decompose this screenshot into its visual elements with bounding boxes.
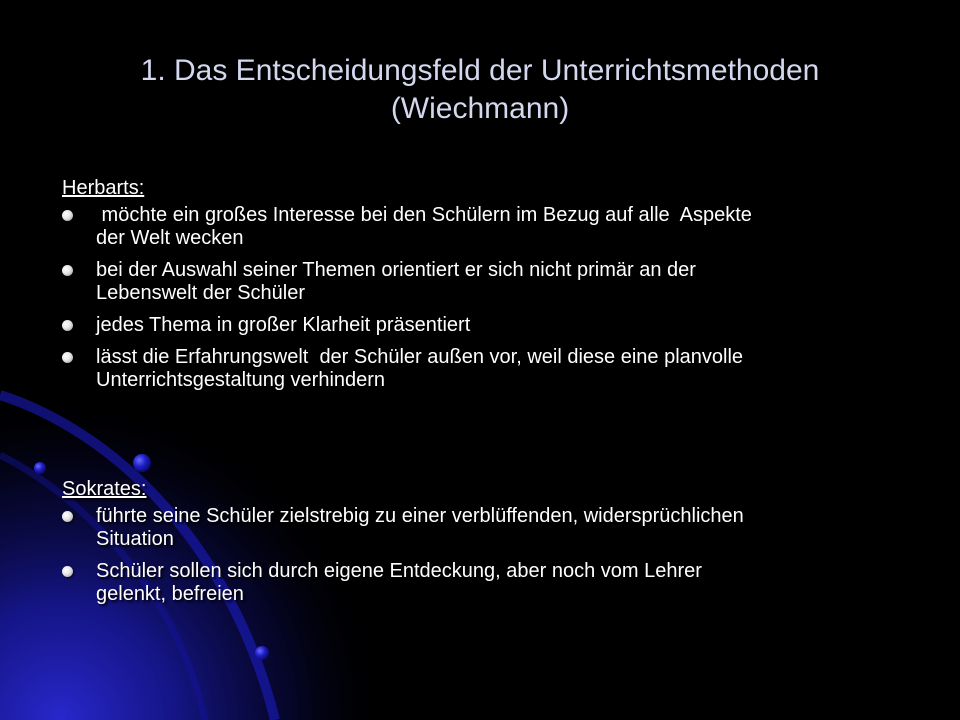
list-item: [62, 505, 912, 551]
sokrates-heading: Sokrates:: [62, 478, 147, 500]
list-item: [62, 346, 912, 392]
herbart-heading: Herbarts:: [62, 177, 145, 199]
bullet-dot-icon: [62, 210, 73, 221]
bullet-line: jedes Thema in großer Klarheit präsentiert: [96, 314, 471, 336]
sokrates-bullet-list: [62, 505, 912, 606]
bullet-line: der Welt wecken: [96, 227, 244, 249]
bullet-line: bei der Auswahl seiner Themen orientiert er sich nicht primär an der: [96, 259, 696, 281]
bullet-line: Situation: [96, 528, 174, 550]
orbit-sphere-lower: [255, 646, 269, 660]
list-item: [62, 560, 912, 606]
bullet-dot-icon: [62, 265, 73, 276]
bullet-line: lässt die Erfahrungswelt der Schüler außen vor, weil diese eine planvolle: [96, 346, 744, 368]
title-line-2: (Wiechmann): [390, 92, 570, 125]
bullet-line: Lebenswelt der Schüler: [96, 282, 306, 304]
bullet-line: führte seine Schüler zielstrebig zu einer verblüffenden, widersprüchlichen: [96, 505, 744, 527]
orbit-sphere-small: [34, 462, 46, 474]
sokrates-section: [62, 478, 912, 615]
list-item: [62, 314, 912, 337]
list-item: [62, 204, 912, 250]
bullet-line: gelenkt, befreien: [96, 583, 244, 605]
bullet-dot-icon: [62, 320, 73, 331]
bullet-dot-icon: [62, 511, 73, 522]
bullet-dot-icon: [62, 566, 73, 577]
bullet-line: Unterrichtsgestaltung verhindern: [96, 369, 386, 391]
title-line-1: 1. Das Entscheidungsfeld der Unterrichtsmethoden: [140, 54, 820, 87]
orbit-sphere-large: [133, 454, 151, 472]
bullet-line: Schüler sollen sich durch eigene Entdeckung, aber noch vom Lehrer: [96, 560, 702, 582]
list-item: [62, 259, 912, 305]
herbart-section: [62, 177, 912, 401]
bullet-dot-icon: [62, 352, 73, 363]
herbart-bullet-list: [62, 204, 912, 392]
slide-title: [80, 52, 880, 128]
bullet-line: möchte ein großes Interesse bei den Schülern im Bezug auf alle Aspekte: [96, 204, 752, 226]
